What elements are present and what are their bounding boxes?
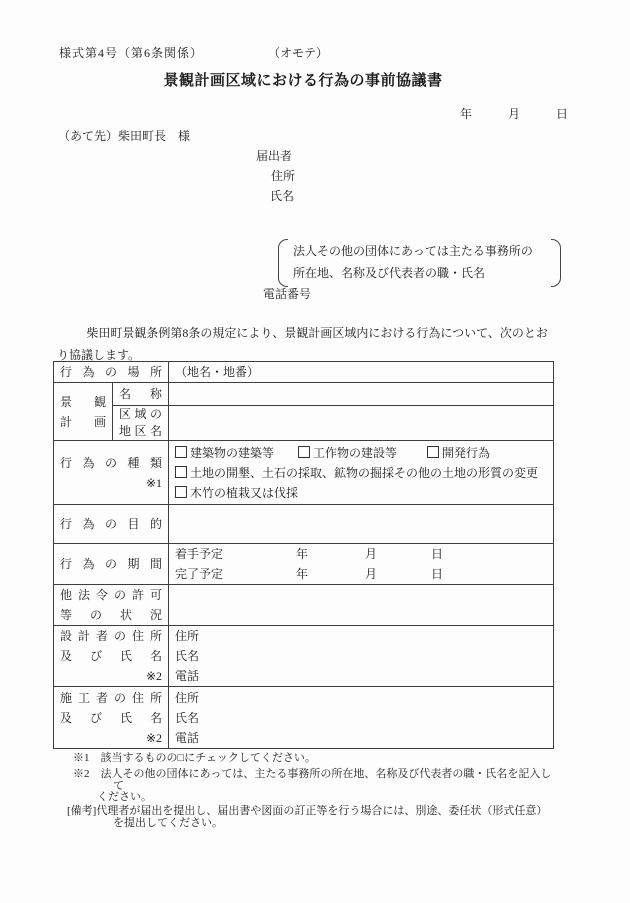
plan-group-line1: 景観 [60,394,106,409]
designer-value-cell [169,626,554,687]
designer-label-cell [54,626,169,687]
place-value: （地名・地番） [175,365,260,379]
period-label: 行為の期間 [60,557,163,571]
period-end-label: 完了予定 [175,567,224,581]
builder-label-line1: 施工者の住所 [60,690,163,705]
place-value-cell [169,362,554,383]
plan-group-line2: 計画 [60,414,106,429]
plan-district-line1: 区域の [119,407,163,421]
designer-label-line1: 設計者の住所 [60,629,163,643]
date-day-label: 日 [556,107,569,121]
footnote-remark-continuation: を提出してください。 [113,817,223,829]
checkbox-item-building [175,443,298,463]
side-label: （オモテ） [268,46,329,60]
act-type-checkbox-line1 [175,443,547,463]
checkbox-label: 木竹の植栽又は伐採 [190,485,299,500]
footnote-1: ※1 該当するものの□にチェックしてください。 [73,752,316,764]
builder-label-cell [54,687,169,749]
checkbox-label: 建築物の建築等 [190,445,275,460]
footnote-remark: [備考]代理者が届出を提出し、届出書や図面の訂正等を行う場合には、別途、委任状（形式任意） [67,805,548,817]
act-type-ref: ※1 [145,475,163,490]
checkbox-icon [175,486,187,498]
applicant-address-label: 住所 [271,169,296,183]
corporate-note-line2: 所在地、名称及び代表者の職・氏名 [293,266,486,280]
designer-address-label: 住所 [175,629,200,643]
checkbox-item-land [175,466,538,480]
act-type-checkbox-line3 [175,483,547,503]
place-label: 行為の場所 [60,365,163,379]
builder-phone-label: 電話 [175,730,200,745]
other-laws-label-cell [54,585,169,626]
footnote-2-continuation: て [113,780,124,792]
table-row-plan-name [54,383,554,406]
table-row-purpose [54,505,554,544]
plan-name-label: 名称 [119,387,163,401]
other-laws-label-line1: 他法令の許可 [60,588,163,602]
builder-address-label: 住所 [175,690,200,705]
designer-label-line2: 及び氏名 [60,649,163,663]
table-row-designer [54,626,554,687]
plan-district-line2: 地区名 [119,424,163,438]
plan-district-value-cell [169,406,554,441]
applicant-phone-label: 電話番号 [263,287,312,301]
period-start-label: 着手予定 [175,547,224,561]
table-row-plan-district [54,406,554,441]
period-year-label: 年 [296,567,309,581]
table-row-period [54,544,554,585]
left-bracket [278,239,288,287]
checkbox-label: 開発行為 [442,445,491,460]
checkbox-icon [175,466,187,478]
page-title: 景観計画区域における行為の事前協議書 [163,73,443,89]
builder-value-cell [169,687,554,749]
builder-ref: ※2 [145,730,163,745]
period-value-cell [169,544,554,585]
footnote-2-continuation2: ください。 [97,791,152,803]
designer-phone-label: 電話 [175,669,200,683]
plan-group-cell [54,383,113,441]
purpose-label-cell [54,505,169,544]
checkbox-icon [298,446,310,458]
period-day-label: 日 [431,567,444,581]
act-type-value-cell [169,441,554,505]
intro-paragraph: 柴田町景観条例第8条の規定により、景観計画区域内における行為について、次のとおり協議します。 [57,326,548,362]
act-type-checkbox-line2 [175,463,547,483]
right-bracket [551,239,561,287]
act-type-label: 行為の種類 [60,455,163,470]
designer-name-label: 氏名 [175,649,200,663]
plan-name-label-cell [113,383,169,406]
designer-ref: ※2 [145,669,163,683]
date-year-label: 年 [460,107,473,121]
applicant-name-label: 氏名 [270,189,295,203]
footnote-2: ※2 法人その他の団体にあっては、主たる事務所の所在地、名称及び代表者の職・氏名を記入し [73,768,552,780]
consultation-form-table [53,361,554,749]
plan-name-value-cell [169,383,554,406]
period-year-label: 年 [296,547,309,561]
checkbox-icon [427,446,439,458]
checkbox-item-trees [175,486,298,500]
act-type-label-cell [54,441,169,505]
checkbox-item-structure [298,443,427,463]
period-month-label: 月 [365,567,378,581]
table-row-place [54,362,554,383]
period-start-line [175,544,547,564]
checkbox-icon [175,446,187,458]
checkbox-item-development [427,446,490,460]
builder-name-label: 氏名 [175,710,200,725]
purpose-label: 行為の目的 [60,517,163,531]
table-row-builder [54,687,554,749]
builder-label-line2: 及び氏名 [60,710,163,725]
purpose-value-cell [169,505,554,544]
checkbox-label: 土地の開墾、土石の採取、鉱物の掘採その他の土地の形質の変更 [190,465,539,480]
period-end-line [175,564,547,584]
corporate-note-line1: 法人その他の団体にあっては主たる事務所の [293,244,533,258]
date-month-label: 月 [508,107,521,121]
plan-district-label-cell [113,406,169,441]
table-row-other-laws [54,585,554,626]
table-row-act-type [54,441,554,505]
period-label-cell [54,544,169,585]
period-month-label: 月 [365,547,378,561]
place-label-cell [54,362,169,383]
other-laws-label-line2: 等の状況 [60,608,163,622]
period-day-label: 日 [431,547,444,561]
addressee-line: （あて先）柴田町長 様 [58,129,191,143]
applicant-heading: 届出者 [256,149,293,163]
other-laws-value-cell [169,585,554,626]
form-number: 様式第4号（第6条関係） [59,46,204,60]
checkbox-label: 工作物の建設等 [313,445,398,460]
